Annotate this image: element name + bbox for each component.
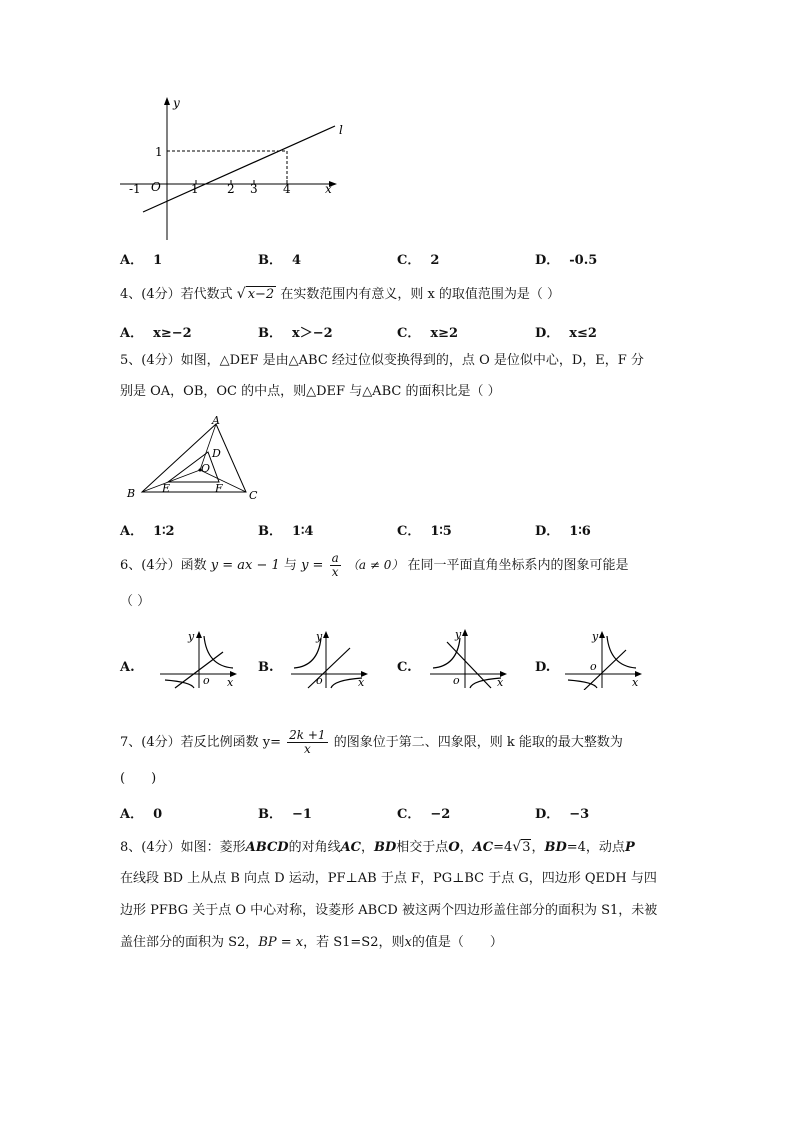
q6a-x-label: x bbox=[227, 676, 234, 689]
q3-option-a[interactable]: A． 1 bbox=[120, 253, 163, 268]
q6-graph-d-letter[interactable]: D. bbox=[535, 660, 551, 675]
q7-option-d[interactable]: D． −3 bbox=[535, 807, 590, 822]
q6c-origin: o bbox=[453, 674, 460, 687]
q5-option-b[interactable]: B． 1∶4 bbox=[258, 524, 314, 539]
q3-option-d[interactable]: D． -0.5 bbox=[535, 253, 598, 268]
q8-stem-line4: 盖住部分的面积为 S2，BP = x，若 S1=S2，则x的值是（ ） bbox=[120, 935, 503, 950]
q7-fraction: $\frac{2k +1}{x}$ bbox=[289, 728, 326, 756]
q7-paren: ( ) bbox=[120, 771, 157, 786]
q4-option-d[interactable]: D． x≤2 bbox=[535, 326, 597, 341]
vertex-b: B bbox=[127, 487, 136, 500]
vertex-e: E bbox=[162, 482, 171, 495]
q4-option-a[interactable]: A． x≥−2 bbox=[120, 326, 192, 341]
q6-graph-a-letter[interactable]: A. bbox=[120, 660, 135, 675]
q3-option-c[interactable]: C． 2 bbox=[397, 253, 440, 268]
q5-stem-line1: 5、(4分）如图，△DEF 是由△ABC 经过位似变换得到的，点 O 是位似中心，D，E，F 分 bbox=[120, 353, 644, 368]
q6c-y-label: y bbox=[455, 628, 462, 641]
q6-graph-d[interactable] bbox=[560, 628, 645, 690]
x-tick-4: 4 bbox=[283, 182, 291, 196]
vertex-d: D bbox=[212, 447, 221, 460]
q6c-x-label: x bbox=[497, 676, 504, 689]
q7-option-a[interactable]: A． 0 bbox=[120, 807, 163, 822]
q6a-y-label: y bbox=[188, 630, 195, 643]
q6-graph-c-letter[interactable]: C. bbox=[397, 660, 412, 675]
q7-option-b[interactable]: B． −1 bbox=[258, 807, 312, 822]
q5-option-d[interactable]: D． 1∶6 bbox=[535, 524, 591, 539]
q6-graph-c[interactable] bbox=[425, 626, 510, 690]
triangle-figure bbox=[120, 412, 270, 504]
center-o: O bbox=[201, 462, 211, 475]
x-tick-3: 3 bbox=[250, 182, 258, 196]
vertex-f: F bbox=[215, 482, 223, 495]
q4-option-b[interactable]: B． x＞−2 bbox=[258, 326, 333, 341]
x-tick-2: 2 bbox=[227, 182, 235, 196]
q7-stem: 7、(4分）若反比例函数 y= $\frac{2k +1}{x}$ 的图象位于第二、四象限，则 k 能取的最大整数为 bbox=[120, 728, 623, 756]
q5-option-c[interactable]: C． 1∶5 bbox=[397, 524, 452, 539]
line-graph-figure bbox=[115, 92, 355, 242]
q5-stem-line2: 别是 OA，OB，OC 的中点，则△DEF 与△ABC 的面积比是（ ） bbox=[120, 384, 501, 399]
q6d-y-label: y bbox=[592, 630, 599, 643]
q3-option-b[interactable]: B． 4 bbox=[258, 253, 302, 268]
q5-option-a[interactable]: A． 1∶2 bbox=[120, 524, 175, 539]
q8-stem-line3: 边形 PFBG 关于点 O 中心对称，设菱形 ABCD 被这两个四边形盖住部分的面积为 S1，未被 bbox=[120, 903, 658, 918]
q6-graph-b-letter[interactable]: B. bbox=[258, 660, 274, 675]
q8-stem-line2: 在线段 BD 上从点 B 向点 D 运动，PF⊥AB 于点 F，PG⊥BC 于点 G，四边形 QEDH 与四 bbox=[120, 871, 657, 886]
q6b-origin: o bbox=[316, 674, 323, 687]
y-axis-label: y bbox=[173, 96, 180, 110]
q8-stem-line1: 8、(4分）如图：菱形ABCD的对角线AC，BD相交于点O，AC=4√3，BD=4，动点P bbox=[120, 839, 635, 855]
q6-graph-b[interactable] bbox=[286, 628, 371, 690]
q7-option-c[interactable]: C． −2 bbox=[397, 807, 451, 822]
q4-stem: 4、(4分）若代数式 √ x−2 在实数范围内有意义，则 x 的取值范围为是（ ） bbox=[120, 286, 561, 302]
q6d-x-label: x bbox=[632, 676, 639, 689]
vertex-a: A bbox=[212, 414, 220, 427]
q6-stem: 6、(4分）函数 y = ax − 1 与 y = $\frac{a}{x}$ （a ≠ 0） 在同一平面直角坐标系内的图象可能是 bbox=[120, 551, 629, 579]
vertex-c: C bbox=[249, 489, 258, 502]
q6-paren: （ ） bbox=[120, 594, 151, 609]
y-tick-1: 1 bbox=[155, 145, 163, 159]
line-label: l bbox=[339, 123, 343, 137]
q4-option-c[interactable]: C． x≥2 bbox=[397, 326, 459, 341]
q4-radical: √ x−2 bbox=[236, 286, 275, 302]
q6-graph-a[interactable] bbox=[155, 628, 240, 690]
q6b-x-label: x bbox=[358, 676, 365, 689]
q6a-origin: o bbox=[203, 674, 210, 687]
origin-label: O bbox=[151, 180, 161, 194]
x-tick-neg1: -1 bbox=[129, 182, 141, 196]
q6b-y-label: y bbox=[316, 630, 323, 643]
x-tick-1: 1 bbox=[191, 182, 199, 196]
x-axis-label: x bbox=[325, 182, 332, 196]
q6d-origin: o bbox=[590, 660, 597, 673]
q6-fraction: $\frac{a}{x}$ bbox=[331, 551, 339, 579]
